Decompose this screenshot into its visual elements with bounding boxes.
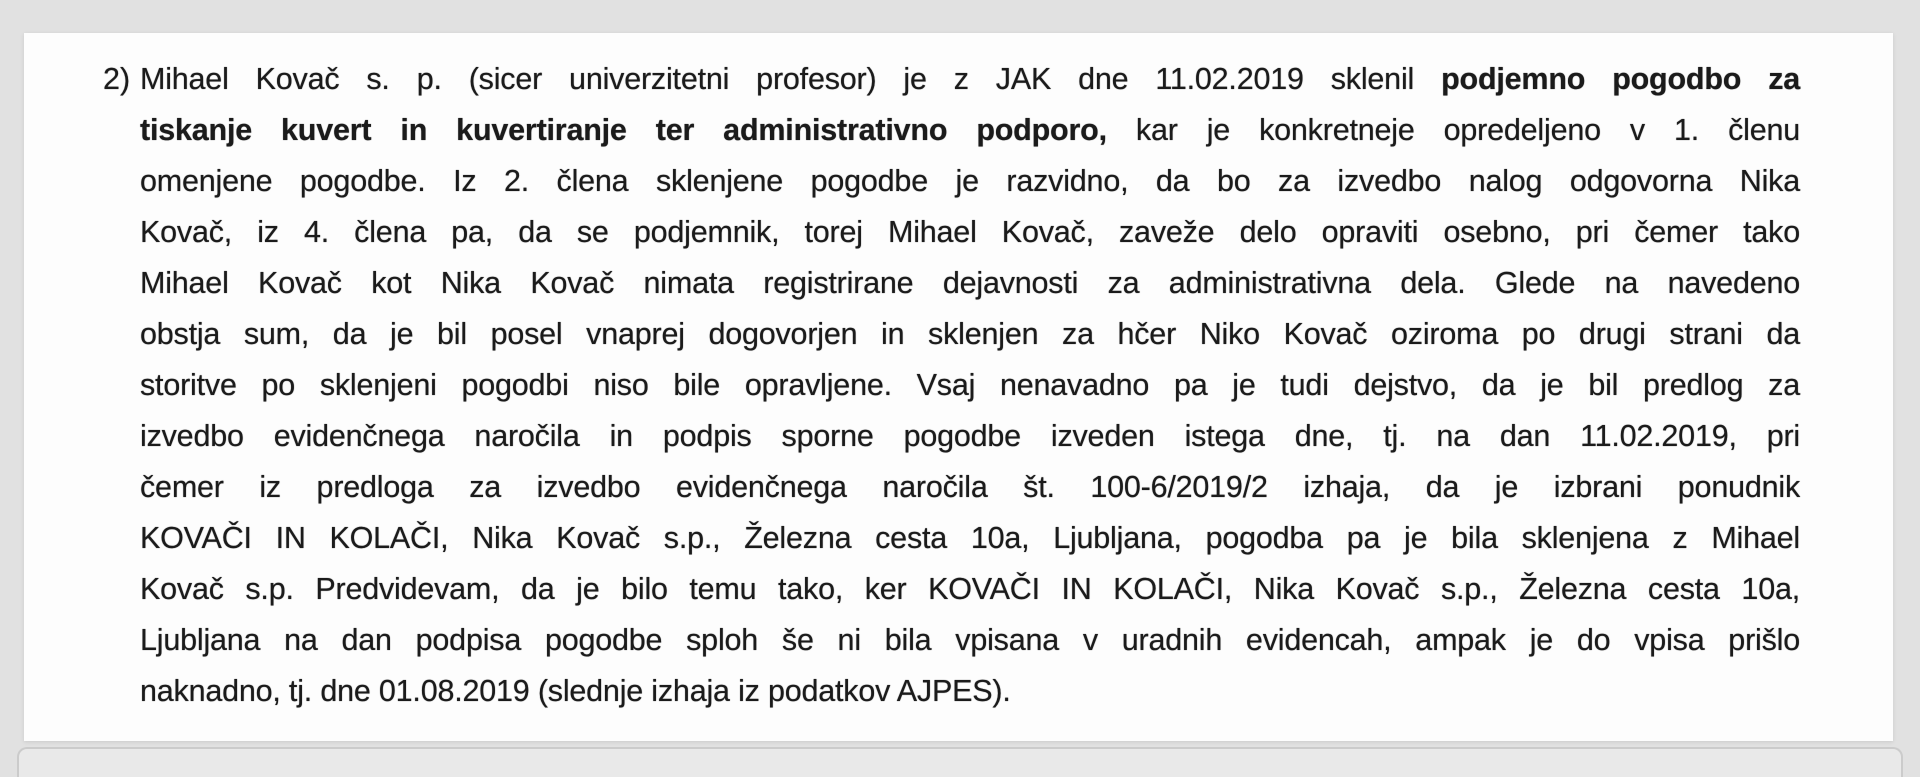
paragraph-line [140,258,1800,309]
paragraph-number: 2) [103,62,131,96]
text-run: kar je konkretneje opredeljeno v 1. členu [1106,113,1800,147]
text-run: omenjene pogodbe. Iz 2. člena sklenjene pogodbe je razvidno, da bo za izvedbo nalog odgovorna Nika [140,164,1800,198]
text-run: Mihael Kovač kot Nika Kovač nimata registrirane dejavnosti za administrativna dela. Glede na navedeno [140,266,1800,300]
text-run: storitve po sklenjeni pogodbi niso bile opravljene. Vsaj nenavadno pa je tudi dejstvo, da je bil predlog za [140,368,1800,402]
next-section-panel [17,747,1903,777]
text-run: Kovač s.p. Predvidevam, da je bilo temu tako, ker KOVAČI IN KOLAČI, Nika Kovač s.p., Železna cesta 10a, [140,572,1800,606]
paragraph-line [140,411,1800,462]
text-run: KOVAČI IN KOLAČI, Nika Kovač s.p., Železna cesta 10a, Ljubljana, pogodba pa je bila sklenjena z Mihael [140,521,1800,555]
text-run: čemer iz predloga za izvedbo evidenčnega naročila št. 100-6/2019/2 izhaja, da je izbrani ponudnik [140,470,1800,504]
paragraph-line [140,156,1800,207]
paragraph-line [140,54,1800,105]
paragraph-line [140,309,1800,360]
text-run: Mihael Kovač s. p. (sicer univerzitetni profesor) je z JAK dne 11.02.2019 sklenil [140,62,1442,96]
paragraph-line [140,105,1800,156]
text-run: podjemno pogodbo za [1441,62,1801,96]
paragraph-item-2 [24,54,1893,717]
document-page-panel [24,33,1893,741]
paragraph-text [140,54,1800,717]
text-run: izvedbo evidenčnega naročila in podpis sporne pogodbe izveden istega dne, tj. na dan 11.02.2019, pri [140,419,1800,453]
paragraph-line [140,666,1800,717]
text-run: Kovač, iz 4. člena pa, da se podjemnik, torej Mihael Kovač, zaveže delo opraviti osebno, pri čemer tako [140,215,1800,249]
paragraph-line [140,564,1800,615]
paragraph-line [140,207,1800,258]
text-run: Ljubljana na dan podpisa pogodbe sploh še ni bila vpisana v uradnih evidencah, ampak je do vpisa prišlo [140,623,1800,657]
paragraph-line [140,615,1800,666]
text-run: obstja sum, da je bil posel vnaprej dogovorjen in sklenjen za hčer Niko Kovač oziroma po drugi strani da [140,317,1800,351]
paragraph-line [140,360,1800,411]
text-run: tiskanje kuvert in kuvertiranje ter administrativno podporo, [140,113,1107,147]
paragraph-line [140,462,1800,513]
text-run: naknadno, tj. dne 01.08.2019 (slednje izhaja iz podatkov AJPES). [140,674,1011,708]
paragraph-line [140,513,1800,564]
